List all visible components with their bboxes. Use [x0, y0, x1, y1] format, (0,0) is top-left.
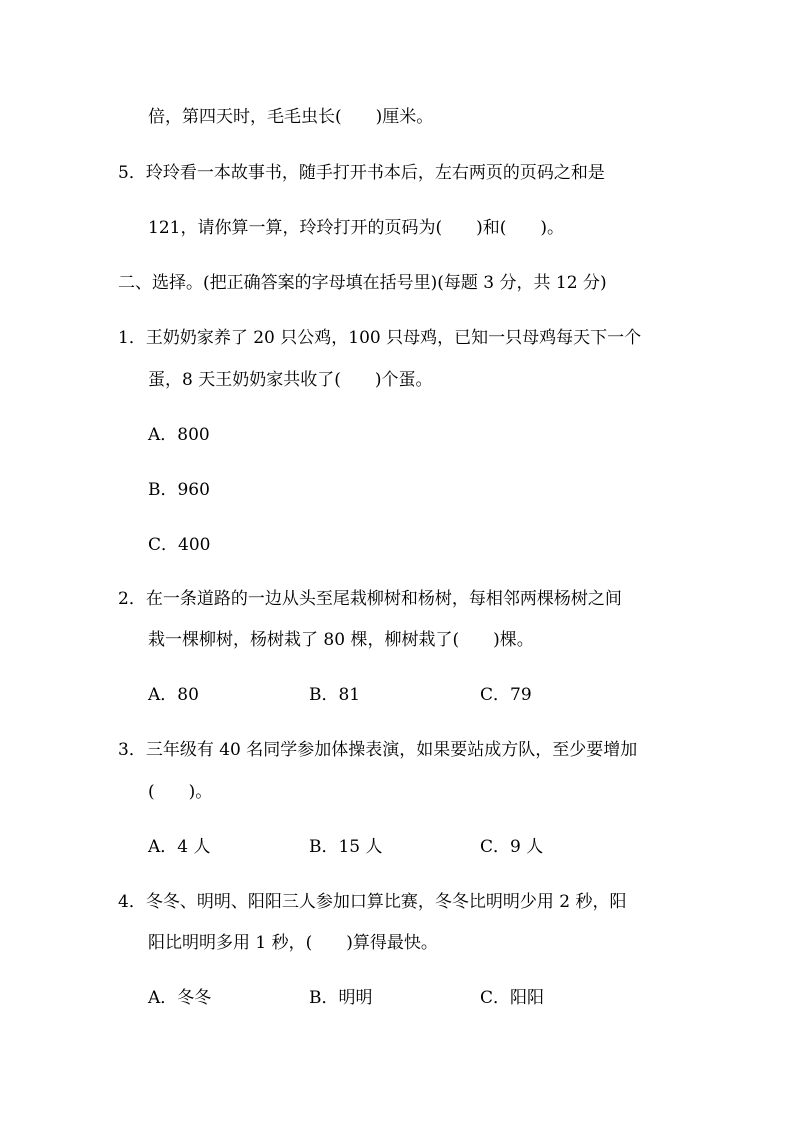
question-3-line-1: 3．三年级有 40 名同学参加体操表演，如果要站成方队，至少要增加	[118, 740, 638, 760]
question-4-line-1: 4．冬冬、明明、阳阳三人参加口算比赛，冬冬比明明少用 2 秒，阳	[118, 892, 627, 912]
question-2-option-b: B．81	[309, 685, 361, 705]
question-4-options	[148, 987, 544, 1009]
question-4-option-c: C．阳阳	[480, 988, 545, 1008]
question-2-option-a: A．80	[148, 685, 199, 705]
question-1-line-2: 蛋，8 天王奶奶家共收了( )个蛋。	[148, 370, 433, 390]
q5-line-1: 5．玲玲看一本故事书，随手打开书本后，左右两页的页码之和是	[118, 163, 605, 183]
question-2-option-c: C．79	[480, 685, 532, 705]
question-4-option-b: B．明明	[309, 988, 373, 1008]
question-1-line-1: 1．王奶奶家养了 20 只公鸡，100 只母鸡，已知一只母鸡每天下一个	[118, 328, 642, 348]
section-header: 二、选择。(把正确答案的字母填在括号里)(每题 3 分，共 12 分)	[118, 273, 607, 293]
question-1-option-a: A．800	[148, 425, 210, 445]
question-3-line-2: ( )。	[148, 782, 213, 802]
question-3-option-b: B．15 人	[309, 837, 383, 857]
q5-line-2: 121，请你算一算，玲玲打开的页码为( )和( )。	[148, 218, 564, 238]
question-4-option-a: A．冬冬	[148, 988, 212, 1008]
question-3-option-a: A．4 人	[148, 837, 211, 857]
continuation-text: 倍，第四天时，毛毛虫长( )厘米。	[148, 107, 434, 127]
question-3-option-c: C．9 人	[480, 837, 544, 857]
question-1-option-c: C．400	[148, 535, 211, 555]
question-2-options	[148, 684, 532, 706]
question-2-line-2: 栽一棵柳树，杨树栽了 80 棵，柳树栽了( )棵。	[148, 630, 534, 650]
question-3-options	[148, 836, 543, 858]
question-2-line-1: 2．在一条道路的一边从头至尾栽柳树和杨树，每相邻两棵杨树之间	[118, 589, 622, 609]
question-1-option-b: B．960	[148, 480, 210, 500]
question-4-line-2: 阳比明明多用 1 秒，( )算得最快。	[148, 933, 438, 953]
